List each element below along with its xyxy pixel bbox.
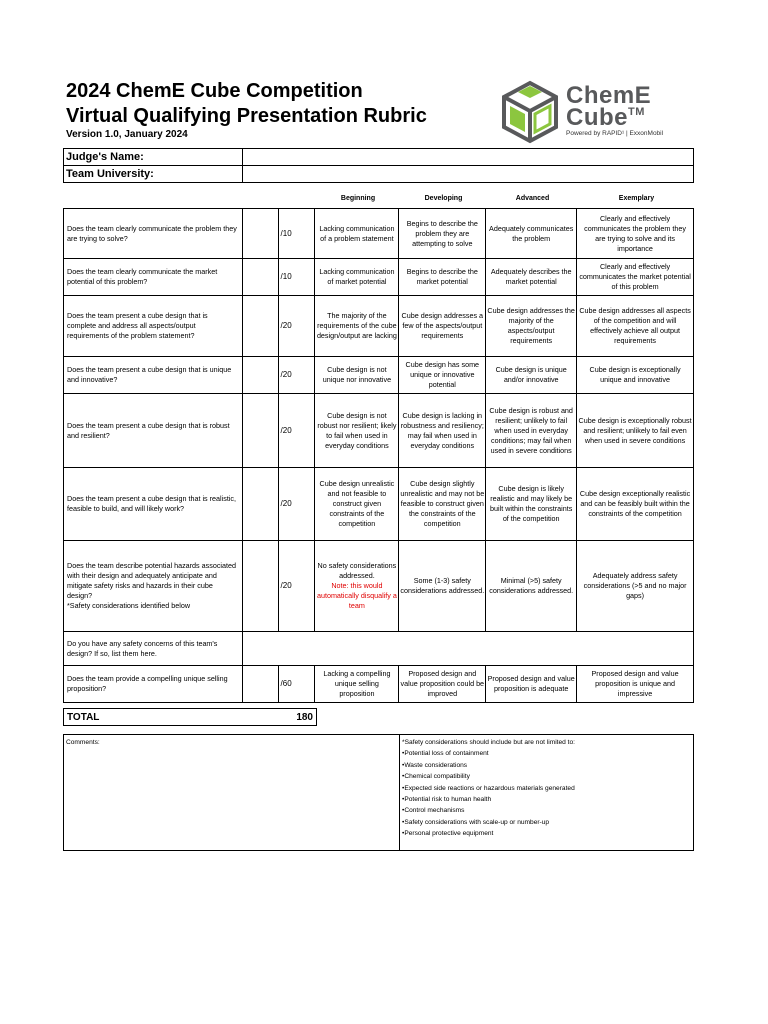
rubric-row-market	[64, 259, 694, 296]
safety-item: • Potential loss of containment	[402, 748, 691, 759]
logo-powered-by: Powered by RAPID¹ | ExxonMobil	[566, 130, 664, 137]
developing-descriptor: Cube design has some unique or innovative potential	[399, 357, 486, 394]
beginning-descriptor	[315, 541, 399, 632]
beginning-descriptor: Cube design is not robust nor resilient; likely to fail when used in everyday conditions	[315, 394, 399, 468]
exemplary-descriptor: Cube design is exceptionally robust and resilient; unlikely to fail even when used in severe conditions	[577, 394, 694, 468]
beginning-descriptor: The majority of the requirements of the cube design/output are lacking	[315, 296, 399, 357]
max-points: /60	[278, 666, 315, 703]
level-beginning: Beginning	[340, 195, 376, 202]
safety-concerns-field[interactable]	[242, 632, 693, 666]
exemplary-descriptor: Cube design exceptionally realistic and can be feasibly built within the constraints of the competition	[577, 468, 694, 541]
criterion-question	[64, 541, 243, 632]
beginning-descriptor: Lacking a compelling unique selling proposition	[315, 666, 399, 703]
advanced-descriptor: Cube design is robust and resilient; unlikely to fail when used in everyday conditions; may fail when used in severe conditions	[486, 394, 577, 468]
exemplary-descriptor: Clearly and effectively communicates the problem they are trying to solve and its importance	[577, 209, 694, 259]
max-points: /10	[278, 259, 315, 296]
rubric-row-robust	[64, 394, 694, 468]
developing-descriptor: Cube design slightly unrealistic and may not be feasible to construct given the constraints of the competition	[399, 468, 486, 541]
level-advanced: Advanced	[515, 195, 550, 202]
score-input[interactable]	[242, 468, 278, 541]
team-university-field[interactable]	[243, 166, 694, 183]
max-points: /20	[278, 468, 315, 541]
logo-text-cube-word: Cube	[566, 104, 628, 131]
level-exemplary: Exemplary	[618, 195, 655, 202]
developing-descriptor: Cube design is lacking in robustness and resiliency; may fail when used in everyday conditions	[399, 394, 486, 468]
score-input[interactable]	[242, 666, 278, 703]
logo-trademark: TM	[628, 106, 645, 118]
judge-name-field[interactable]	[243, 149, 694, 166]
criterion-question: Does the team present a cube design that is unique and innovative?	[64, 357, 243, 394]
exemplary-descriptor: Cube design is exceptionally unique and innovative	[577, 357, 694, 394]
level-developing: Developing	[424, 195, 463, 202]
logo-text-cube	[566, 104, 645, 132]
cube-logo-icon	[498, 80, 562, 146]
criterion-question: Does the team provide a compelling unique selling proposition?	[64, 666, 243, 703]
developing-descriptor: Cube design addresses a few of the aspects/output requirements	[399, 296, 486, 357]
advanced-descriptor: Cube design addresses the majority of the aspects/output requirements	[486, 296, 577, 357]
exemplary-descriptor: Adequately address safety considerations (>5 and no major gaps)	[577, 541, 694, 632]
max-points: /20	[278, 357, 315, 394]
criterion-question: Does the team clearly communicate the market potential of this problem?	[64, 259, 243, 296]
criterion-question-note: *Safety considerations identified below	[67, 601, 191, 610]
beginning-descriptor-text: No safety considerations addressed.	[317, 561, 397, 580]
judge-info-table	[63, 148, 694, 183]
safety-item: • Control mechanisms	[402, 805, 691, 816]
safety-concerns-question: Do you have any safety concerns of this team's design? If so, list them here.	[64, 632, 243, 666]
rubric-row-complete	[64, 296, 694, 357]
comments-table	[63, 734, 694, 851]
disqualify-note: Note: this would automatically disqualify a team	[316, 581, 397, 610]
max-points: /20	[278, 541, 315, 632]
exemplary-descriptor: Proposed design and value proposition is unique and impressive	[577, 666, 694, 703]
criterion-question: Does the team present a cube design that is robust and resilient?	[64, 394, 243, 468]
comments-label: Comments:	[66, 739, 100, 746]
max-points: /10	[278, 209, 315, 259]
developing-descriptor: Begins to describe the market potential	[399, 259, 486, 296]
safety-considerations-box	[400, 735, 694, 851]
safety-item: • Personal protective equipment	[402, 828, 691, 839]
title-line-1: 2024 ChemE Cube Competition	[66, 80, 363, 102]
safety-item: • Waste considerations	[402, 760, 691, 771]
rubric-row-safety	[64, 541, 694, 632]
max-points: /20	[278, 296, 315, 357]
beginning-descriptor: Lacking communication of market potential	[315, 259, 399, 296]
rubric-row-problem	[64, 209, 694, 259]
developing-descriptor: Proposed design and value proposition could be improved	[399, 666, 486, 703]
total-label: TOTAL	[67, 711, 100, 723]
safety-item: • Safety considerations with scale-up or number-up	[402, 817, 691, 828]
safety-list	[402, 748, 691, 839]
score-input[interactable]	[242, 541, 278, 632]
developing-descriptor: Begins to describe the problem they are attempting to solve	[399, 209, 486, 259]
score-input[interactable]	[242, 209, 278, 259]
score-input[interactable]	[242, 259, 278, 296]
criterion-question-text: Does the team describe potential hazards associated with their design and adequately anticipate and mitigate safety risks and hazards in their cube design?	[67, 561, 237, 600]
beginning-descriptor: Cube design is not unique nor innovative	[315, 357, 399, 394]
comments-field[interactable]	[64, 735, 400, 851]
score-input[interactable]	[242, 357, 278, 394]
advanced-descriptor: Adequately communicates the problem	[486, 209, 577, 259]
title-line-2: Virtual Qualifying Presentation Rubric	[66, 105, 427, 127]
advanced-descriptor: Cube design is likely realistic and may likely be built within the constraints of the competition	[486, 468, 577, 541]
beginning-descriptor: Cube design unrealistic and not feasible to construct given constraints of the competition	[315, 468, 399, 541]
advanced-descriptor: Proposed design and value proposition is adequate	[486, 666, 577, 703]
criterion-question: Does the team clearly communicate the problem they are trying to solve?	[64, 209, 243, 259]
advanced-descriptor: Adequately describes the market potential	[486, 259, 577, 296]
beginning-descriptor: Lacking communication of a problem statement	[315, 209, 399, 259]
safety-item: • Potential risk to human health	[402, 794, 691, 805]
rubric-row-realistic	[64, 468, 694, 541]
version-label: Version 1.0, January 2024	[66, 129, 188, 140]
team-university-label: Team University:	[64, 166, 243, 183]
rubric-table	[63, 208, 694, 703]
rubric-row-safety-concerns	[64, 632, 694, 666]
max-points: /20	[278, 394, 315, 468]
criterion-question: Does the team present a cube design that is complete and address all aspects/output requirements of the problem statement?	[64, 296, 243, 357]
rubric-row-unique	[64, 357, 694, 394]
total-value: 180	[296, 711, 313, 723]
advanced-descriptor: Cube design is unique and/or innovative	[486, 357, 577, 394]
score-input[interactable]	[242, 394, 278, 468]
safety-item: • Expected side reactions or hazardous materials generated	[402, 783, 691, 794]
developing-descriptor: Some (1-3) safety considerations addressed.	[399, 541, 486, 632]
judge-name-label: Judge's Name:	[64, 149, 243, 166]
criterion-question: Does the team present a cube design that is realistic, feasible to build, and will likely work?	[64, 468, 243, 541]
advanced-descriptor: Minimal (>5) safety considerations addressed.	[486, 541, 577, 632]
safety-item: • Chemical compatibility	[402, 771, 691, 782]
total-table	[63, 708, 317, 726]
exemplary-descriptor: Clearly and effectively communicates the market potential of this problem	[577, 259, 694, 296]
exemplary-descriptor: Cube design addresses all aspects of the competition and will effectively achieve all output requirements	[577, 296, 694, 357]
logo-text-cheme: ChemE	[566, 82, 652, 109]
safety-intro: *Safety considerations should include but are not limited to:	[402, 739, 576, 746]
cheme-cube-logo	[498, 80, 698, 146]
rubric-row-usp	[64, 666, 694, 703]
total-row	[64, 709, 317, 726]
score-input[interactable]	[242, 296, 278, 357]
